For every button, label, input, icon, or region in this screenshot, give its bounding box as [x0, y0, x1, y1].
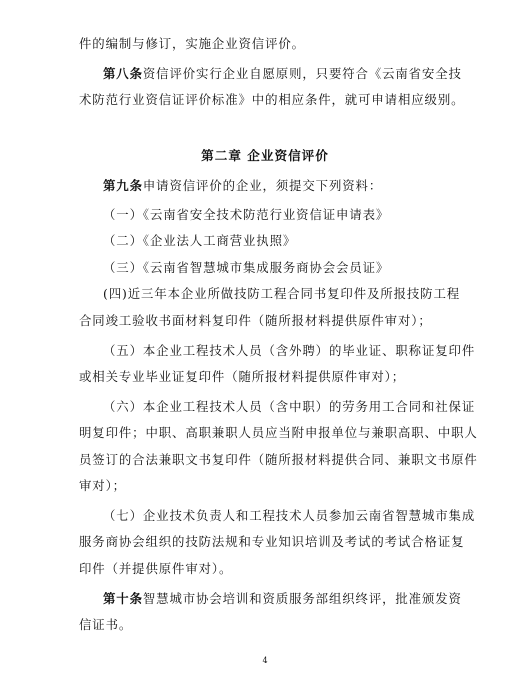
list-item: （二）《企业法人工商营业执照》 [103, 233, 297, 248]
list-item: （五）本企业工程技术人员（含外聘）的毕业证、职称证复印件 [103, 343, 476, 358]
text-line: 服务商协会组织的技防法规和专业知识培训及考试的考试合格证复 [79, 534, 465, 549]
list-item: （三）《云南省智慧城市集成服务商协会会员证》 [103, 260, 390, 275]
article-9-label: 第九条 [103, 178, 143, 193]
text-line: 信证书。 [79, 617, 133, 632]
chapter-title: 第二章 企业资信评价 [201, 148, 329, 163]
text-line: 件的编制与修订，实施企业资信评价。 [79, 36, 305, 51]
article-8-label: 第八条 [103, 66, 143, 81]
list-item: （六）本企业工程技术人员（含中职）的劳务用工合同和社保证 [103, 399, 476, 414]
list-item: (四)近三年本企业所做技防工程合同书复印件及所报技防工程 [103, 286, 461, 301]
article-10-label: 第十条 [103, 591, 143, 606]
page-number: 4 [262, 656, 268, 665]
text-line: 术防范行业资信证评价标准》中的相应条件，就可申请相应级别。 [79, 92, 465, 107]
text-line: 合同竣工验收书面材料复印件（随所报材料提供原件审对）； [79, 313, 432, 328]
text-line: 印件（并提供原件审对）。 [79, 561, 233, 576]
article-10-line: 第十条智慧城市协会培训和资质服务部组织终评，批准颁发资 [103, 591, 462, 606]
article-8-line: 第八条资信评价实行企业自愿原则，只要符合《云南省安全技 [103, 66, 462, 81]
text-line: 审对）； [79, 478, 126, 493]
list-item: （一）《云南省安全技术防范行业资信证申请表》 [103, 207, 390, 222]
text-line: 明复印件；中职、高职兼职人员应当附申报单位与兼职高职、中职人 [79, 425, 478, 440]
text-line: 或相关专业毕业证复印件（随所报材料提供原件审对）； [79, 369, 406, 384]
list-item: （七）企业技术负责人和工程技术人员参加云南省智慧城市集成 [103, 508, 476, 523]
text-line: 员签订的合法兼职文书复印件（随所报材料提供合同、兼职文书原件 [79, 452, 478, 467]
article-9-line: 第九条申请资信评价的企业，须提交下列资料： [103, 178, 383, 193]
